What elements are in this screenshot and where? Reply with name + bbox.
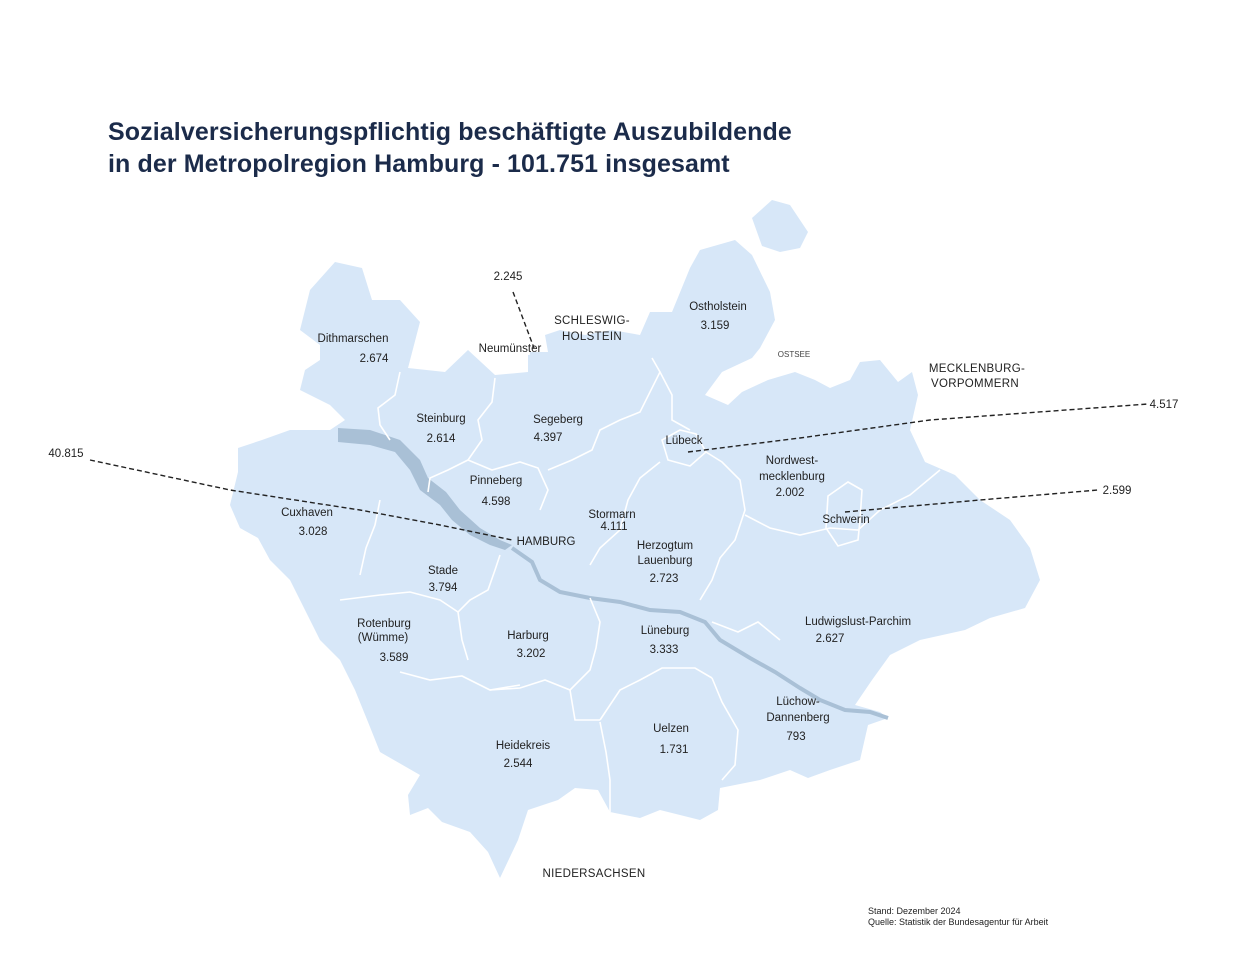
region-shapes [230, 200, 1040, 878]
region-stade-value: 3.794 [428, 582, 458, 594]
footer-quelle: Quelle: Statistik der Bundesagentur für Arbeit [868, 917, 1049, 927]
label-niedersachsen: NIEDERSACHSEN [542, 868, 646, 880]
leader-neumuenster [513, 292, 534, 348]
region-uelzen-value: 1.731 [659, 744, 689, 756]
region-stormarn-name: Stormarn [588, 509, 636, 521]
region-heidekreis-name: Heidekreis [495, 740, 551, 752]
region-stormarn-value: 4.111 [600, 521, 628, 533]
region-nwm-name2: mecklenburg [759, 471, 825, 483]
region-lueneburg-name: Lüneburg [640, 625, 690, 637]
region-lueneburg-value: 3.333 [649, 644, 679, 656]
region-uelzen-name: Uelzen [653, 723, 689, 735]
label-mecklenburg-2: VORPOMMERN [931, 378, 1019, 390]
region-pinneberg-value: 4.598 [481, 496, 511, 508]
region-ostholstein-name: Ostholstein [689, 301, 747, 313]
region-neumuenster-value: 2.245 [493, 271, 523, 283]
region-luechow-name2: Dannenberg [766, 712, 830, 724]
region-luebeck-value: 4.517 [1149, 399, 1179, 411]
region-harburg-name: Harburg [507, 630, 549, 642]
region-heidekreis-value: 2.544 [503, 758, 533, 770]
region-harburg-value: 3.202 [516, 648, 546, 660]
neumuenster-shape [528, 355, 546, 380]
region-luechow-value: 793 [786, 731, 806, 743]
region-lauenburg-name2: Lauenburg [637, 555, 693, 567]
label-mecklenburg-1: MECKLENBURG- [928, 363, 1026, 375]
region-luebeck-name: Lübeck [665, 435, 703, 447]
region-stade-name: Stade [427, 565, 459, 577]
source-footer [868, 906, 1048, 928]
region-steinburg-value: 2.614 [426, 433, 456, 445]
label-schleswig-holstein-1: SCHLESWIG- [554, 315, 630, 327]
region-segeberg-value: 4.397 [533, 432, 563, 444]
region-cuxhaven-value: 3.028 [298, 526, 328, 538]
region-nwm-name1: Nordwest- [765, 455, 819, 467]
region-rotenburg-value: 3.589 [379, 652, 409, 664]
region-lauenburg-name1: Herzogtum [636, 540, 694, 552]
region-hamburg-name: HAMBURG [516, 536, 576, 548]
region-dithmarschen-name: Dithmarschen [317, 333, 389, 345]
region-luechow-name1: Lüchow- [776, 696, 820, 708]
region-cuxhaven-name: Cuxhaven [281, 507, 333, 519]
region-ostholstein-value: 3.159 [700, 320, 730, 332]
region-pinneberg-name: Pinneberg [469, 475, 523, 487]
footer-stand: Stand: Dezember 2024 [868, 906, 961, 916]
region-nwm-value: 2.002 [775, 487, 805, 499]
region-hamburg-value: 40.815 [48, 448, 84, 460]
region-rotenburg-name2: (Wümme) [357, 632, 409, 644]
region-segeberg-name: Segeberg [533, 414, 583, 426]
region-lauenburg-value: 2.723 [649, 573, 679, 585]
region-steinburg-name: Steinburg [416, 413, 466, 425]
region-lup-value: 2.627 [815, 633, 845, 645]
region-schwerin-name: Schwerin [822, 514, 870, 526]
region-lup-name: Ludwigslust-Parchim [804, 616, 912, 628]
fehmarn-island [752, 200, 808, 252]
label-schleswig-holstein-2: HOLSTEIN [562, 331, 622, 343]
region-rotenburg-name1: Rotenburg [357, 618, 411, 630]
region-schwerin-value: 2.599 [1102, 485, 1132, 497]
region-neumuenster-name: Neumünster [478, 343, 542, 355]
map-title-line2: in der Metropolregion Hamburg - 101.751 insgesamt [108, 150, 730, 178]
label-ostsee: OSTSEE [777, 350, 811, 359]
map-title-line1: Sozialversicherungspflichtig beschäftigte Auszubildende [108, 118, 792, 146]
region-dithmarschen-value: 2.674 [359, 353, 389, 365]
